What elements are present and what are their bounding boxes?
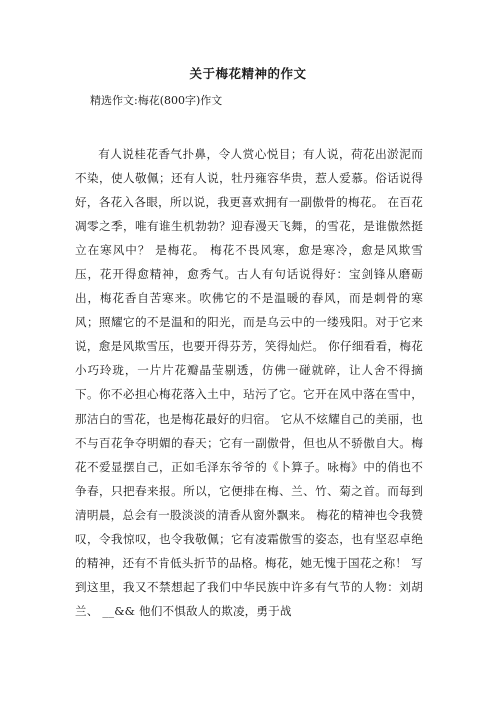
document-subtitle: 精选作文:梅花(800字)作文 [90, 94, 223, 107]
document-body: 有人说桂花香气扑鼻，令人赏心悦目；有人说，荷花出淤泥而不染，使人敬佩；还有人说，牡丹雍容华贵，惹人爱慕。俗话说得好，各花入各眼，所以说，我更喜欢拥有一副傲骨的梅花。 在百花凋零之季，唯有谁生机勃勃？迎春漫天飞舞，的雪花，是谁傲然挺立在寒风中？ 是梅花。 梅花不畏风寒，愈是寒冷，愈是风欺雪压，花开得愈精神，愈秀气。古人有句话说得好：宝剑锋从磨砺出，梅花香自苦寒来。吹佛它的不是温暖的春风，而是刺骨的寒风；照耀它的不是温和的阳光，而是乌云中的一缕残阳。对于它来说，愈是风欺雪压，也要开得芬芳，笑得灿烂。 你仔细看看，梅花小巧玲珑，一片片花瓣晶莹剔透，仿佛一碰就碎，让人舍不得摘下。你不必担心梅花落入土中，玷污了它。它开在风中落在雪中，那洁白的雪花，也是梅花最好的归宿。 它从不炫耀自己的美丽，也不与百花争夺明媚的春天；它有一副傲骨，但也从不骄傲自大。梅花不爱显摆自己，正如毛泽东爷爷的《卜算子。咏梅》中的俏也不争春，只把春来报。所以，它便排在梅、兰、竹、菊之首。而每到清明晨，总会有一股淡淡的清香从窗外飘来。 梅花的精神也令我赞叹，令我惊叹，也令我敬佩；它有凌霜傲雪的姿态，也有坚忍卓绝的精神，还有不肯低头折节的品格。梅花，她无愧于国花之称！ 写到这里，我又不禁想起了我们中华民族中许多有气节的人物：刘胡兰、 __&& 他们不惧敌人的欺凌，勇于战 [75, 147, 423, 618]
document-title: 关于梅花精神的作文 [189, 66, 307, 81]
